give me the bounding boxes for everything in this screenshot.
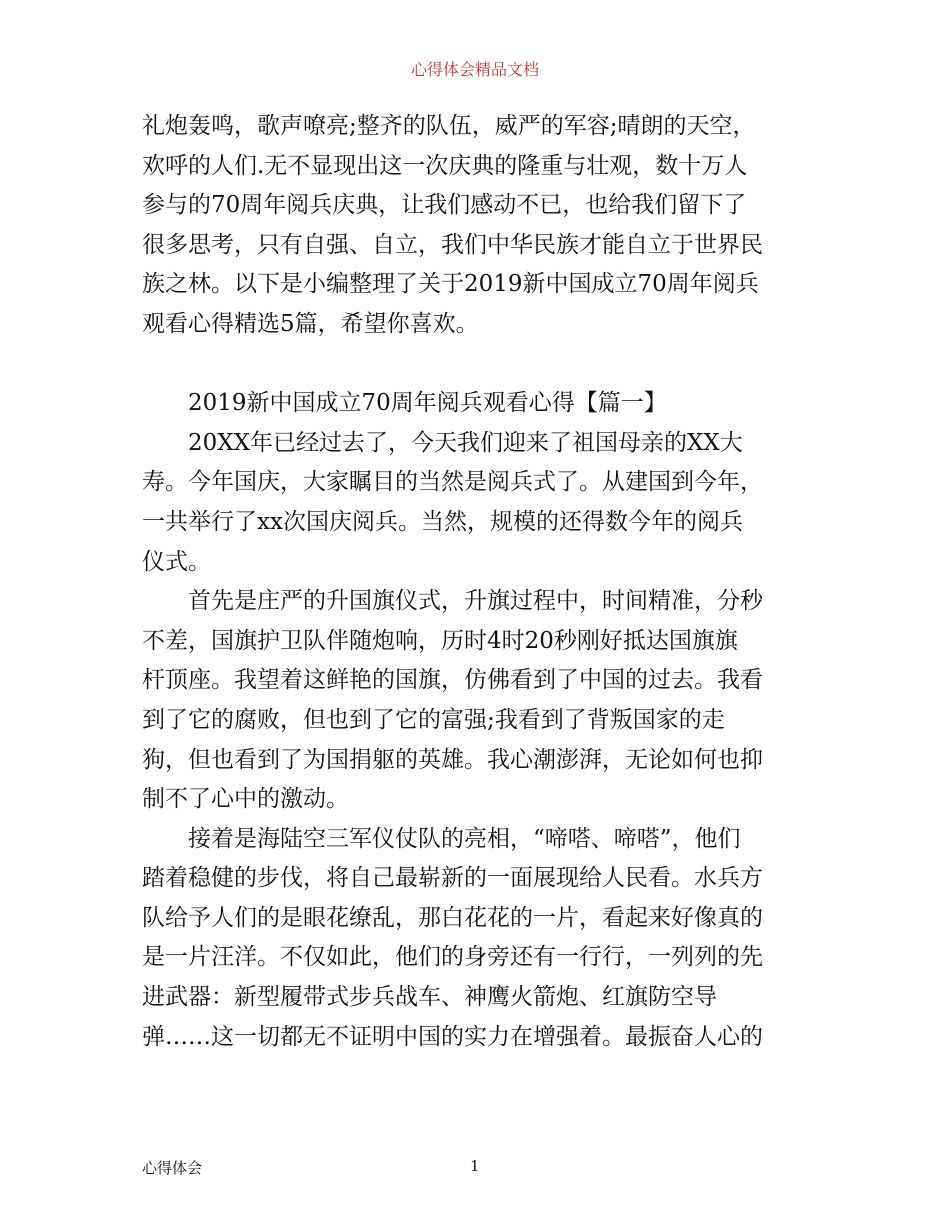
text-line: 到了它的腐败，但也到了它的富强;我看到了背叛国家的走 xyxy=(142,706,725,733)
section-title: 2019新中国成立70周年阅兵观看心得【篇一】 xyxy=(188,390,667,417)
text-line: 弹……这一切都无不证明中国的实力在增强着。最振奋人心的 xyxy=(142,1023,763,1050)
text-line: 杆顶座。我望着这鲜艳的国旗，仿佛看到了中国的过去。我看 xyxy=(142,667,763,694)
text-line: 不差，国旗护卫队伴随炮响，历时4时20秒刚好抵达国旗旗 xyxy=(142,627,738,654)
text-line: 礼炮轰鸣，歌声嘹亮;整齐的队伍，威严的军容;晴朗的天空， xyxy=(142,113,756,139)
text-line: 20XX年已经过去了，今天我们迎来了祖国母亲的XX大 xyxy=(188,429,743,456)
page-number: 1 xyxy=(470,1157,480,1175)
text-line: 进武器：新型履带式步兵战车、神鹰火箭炮、红旗防空导 xyxy=(142,984,717,1011)
text-line: 一共举行了xx次国庆阅兵。当然，规模的还得数今年的阅兵 xyxy=(142,508,743,535)
text-line: 仪式。 xyxy=(142,548,211,575)
text-line: 族之林。以下是小编整理了关于2019新中国成立70周年阅兵 xyxy=(142,271,759,298)
text-line: 很多思考，只有自强、自立，我们中华民族才能自立于世界民 xyxy=(142,231,763,258)
text-line: 首先是庄严的升国旗仪式，升旗过程中，时间精准，分秒 xyxy=(188,588,763,615)
text-line: 接着是海陆空三军仪仗队的亮相，“啼嗒、啼嗒”，他们 xyxy=(188,825,741,852)
text-line: 制不了心中的激动。 xyxy=(142,786,349,813)
text-line: 欢呼的人们.无不显现出这一次庆典的隆重与壮观，数十万人 xyxy=(142,152,748,179)
text-line: 狗，但也看到了为国捐躯的英雄。我心潮澎湃，无论如何也抑 xyxy=(142,746,763,773)
text-line: 参与的70周年阅兵庆典，让我们感动不已，也给我们留下了 xyxy=(142,192,747,219)
text-line: 观看心得精选5篇，希望你喜欢。 xyxy=(142,310,479,337)
page-header: 心得体会精品文档 xyxy=(410,60,539,79)
text-line: 寿。今年国庆，大家瞩目的当然是阅兵式了。从建国到今年， xyxy=(142,469,763,496)
text-line: 是一片汪洋。不仅如此，他们的身旁还有一行行，一列列的先 xyxy=(142,944,763,971)
text-line: 队给予人们的是眼花缭乱，那白花花的一片，看起来好像真的 xyxy=(142,904,763,931)
footer-label: 心得体会 xyxy=(142,1159,203,1177)
intro-paragraph xyxy=(142,107,812,1057)
text-line: 踏着稳健的步伐，将自己最崭新的一面展现给人民看。水兵方 xyxy=(142,865,763,892)
